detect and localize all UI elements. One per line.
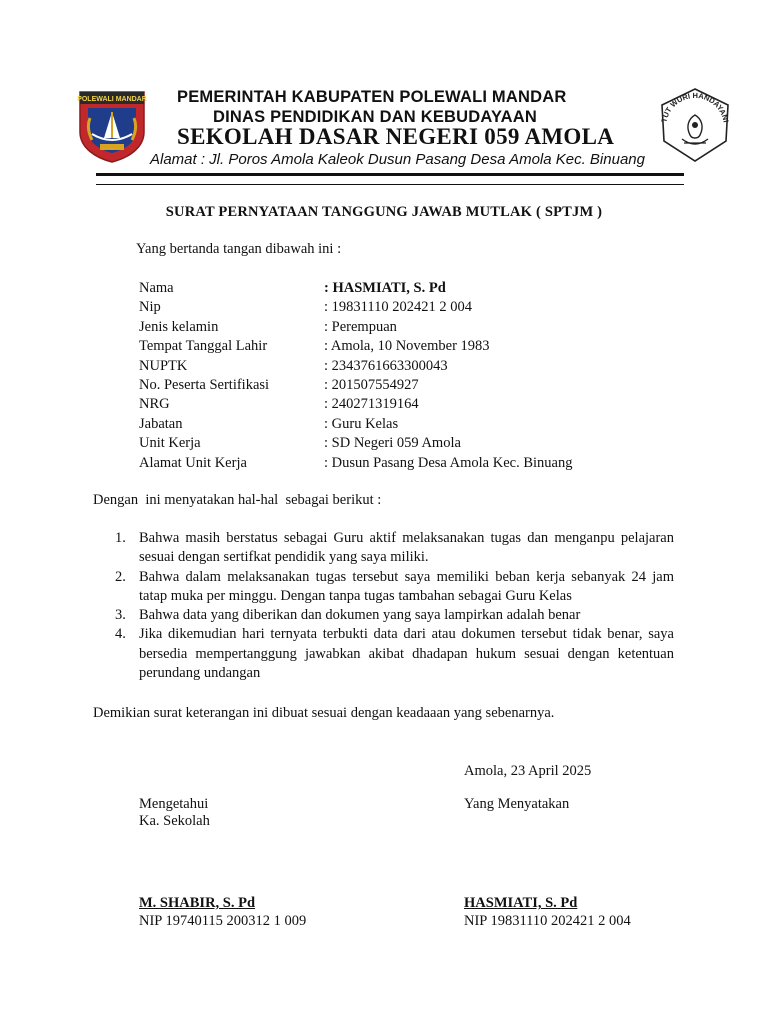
- tut-wuri-handayani-logo: [654, 83, 736, 165]
- field-label: Tempat Tanggal Lahir: [139, 338, 268, 355]
- left-signatory-nip: NIP 19740115 200312 1 009: [139, 913, 307, 929]
- field-value: : 240271319164: [324, 396, 419, 413]
- field-label: Unit Kerja: [139, 435, 201, 452]
- field-label: NUPTK: [139, 357, 188, 374]
- logo-left-text: POLEWALI MANDAR: [77, 96, 147, 103]
- header-school-name: SEKOLAH DASAR NEGERI 059 AMOLA: [177, 124, 615, 149]
- list-item-number: 3.: [115, 607, 126, 624]
- statement-intro: Dengan ini menyatakan hal-hal sebagai berikut :: [93, 492, 382, 508]
- field-value: : 201507554927: [324, 376, 419, 393]
- field-value: : Guru Kelas: [324, 415, 399, 432]
- right-signatory-name: HASMIATI, S. Pd: [464, 895, 578, 911]
- field-label: Jenis kelamin: [139, 318, 219, 335]
- list-item-text: Jika dikemudian hari ternyata terbukti data dari atau dokumen tersebut tidak benar, saya bersedia mempertanggung jawabkan akibat dhadapan hukum sesuai dengan ketentuan perundang undangan: [139, 626, 674, 682]
- left-sign-line1: Mengetahui: [139, 796, 209, 812]
- header-department: DINAS PENDIDIKAN DAN KEBUDAYAAN: [213, 108, 538, 126]
- list-item-text: Bahwa masih berstatus sebagai Guru aktif melaksanakan tugas dan menganpu pelajaran sesuai dengan sertifkat pendidik yang saya miliki.: [139, 530, 674, 566]
- logo-right-text: TUT WURI HANDAYANI: [659, 90, 731, 124]
- right-signatory-nip: NIP 19831110 202421 2 004: [464, 913, 631, 929]
- field-value: : 2343761663300043: [324, 357, 448, 374]
- header-government: PEMERINTAH KABUPATEN POLEWALI MANDAR: [177, 88, 567, 106]
- header-rule-thick: [96, 173, 684, 176]
- header-rule-thin: [96, 184, 684, 185]
- polewali-mandar-logo: [76, 88, 148, 164]
- list-item-text: Bahwa dalam melaksanakan tugas tersebut saya memiliki beban kerja sebanyak 24 jam tatap muka per minggu. Dengan tanpa tugas tambahan sebagai Guru Kelas: [139, 568, 674, 604]
- signing-date: Amola, 23 April 2025: [464, 763, 592, 779]
- field-value: : Perempuan: [324, 318, 397, 335]
- header-address: Alamat : Jl. Poros Amola Kaleok Dusun Pasang Desa Amola Kec. Binuang: [150, 151, 645, 168]
- svg-text:TUT WURI HANDAYANI: [659, 91, 730, 123]
- intro-text: Yang bertanda tangan dibawah ini :: [136, 241, 342, 257]
- field-label: Nip: [139, 299, 161, 316]
- closing-statement: Demikian surat keterangan ini dibuat sesuai dengan keadaaan yang sebenarnya.: [93, 705, 555, 721]
- left-signatory-name: M. SHABIR, S. Pd: [139, 895, 256, 911]
- statement-list: [112, 529, 674, 683]
- field-value: : HASMIATI, S. Pd: [324, 280, 446, 296]
- field-label: No. Peserta Sertifikasi: [139, 376, 270, 393]
- list-item: [112, 529, 674, 568]
- field-label: Nama: [139, 280, 174, 296]
- field-value: : 19831110 202421 2 004: [324, 299, 472, 316]
- field-label: Jabatan: [139, 415, 183, 432]
- field-label: NRG: [139, 396, 170, 413]
- list-item: [112, 625, 674, 683]
- right-sign-line1: Yang Menyatakan: [464, 796, 570, 812]
- list-item-number: 1.: [115, 530, 126, 546]
- list-item: [112, 606, 674, 625]
- left-sign-line2: Ka. Sekolah: [139, 813, 210, 829]
- list-item-number: 2.: [115, 568, 126, 585]
- field-value: : SD Negeri 059 Amola: [324, 435, 461, 452]
- list-item: [112, 568, 674, 607]
- document-title: SURAT PERNYATAAN TANGGUNG JAWAB MUTLAK ( SPTJM ): [165, 204, 603, 220]
- list-item-number: 4.: [115, 626, 126, 643]
- field-label: Alamat Unit Kerja: [139, 454, 247, 471]
- field-value: : Dusun Pasang Desa Amola Kec. Binuang: [324, 454, 573, 471]
- field-value: : Amola, 10 November 1983: [324, 338, 490, 355]
- list-item-text: Bahwa data yang diberikan dan dokumen yang saya lampirkan adalah benar: [139, 607, 581, 624]
